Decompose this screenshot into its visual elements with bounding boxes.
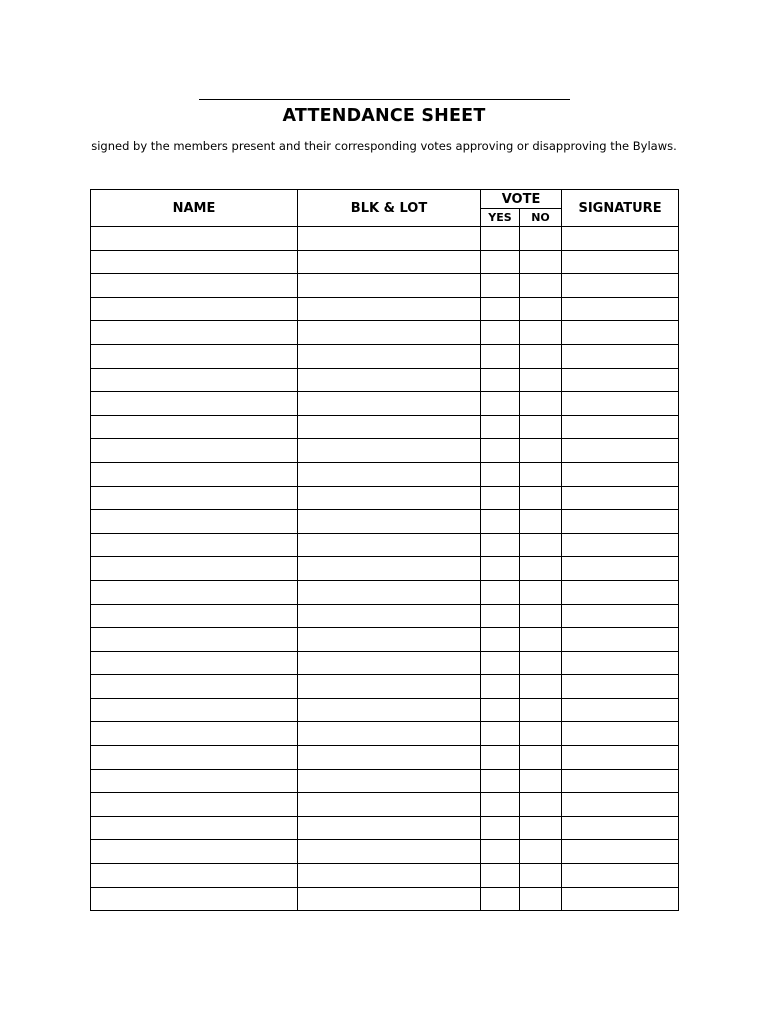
- blk-lot-cell[interactable]: [298, 864, 481, 888]
- vote-yes-cell[interactable]: [481, 510, 520, 534]
- header-blk-lot: BLK & LOT: [298, 190, 481, 227]
- signature-cell[interactable]: [562, 628, 679, 652]
- blk-lot-cell[interactable]: [298, 227, 481, 251]
- table-row: [91, 321, 679, 345]
- page-title: ATTENDANCE SHEET: [282, 106, 486, 126]
- signature-cell[interactable]: [562, 274, 679, 298]
- vote-yes-cell[interactable]: [481, 274, 520, 298]
- blk-lot-cell[interactable]: [298, 533, 481, 557]
- name-cell[interactable]: [91, 392, 298, 416]
- vote-yes-cell[interactable]: [481, 746, 520, 770]
- attendance-table: [90, 189, 679, 911]
- vote-no-cell[interactable]: [520, 604, 562, 628]
- vote-yes-cell[interactable]: [481, 698, 520, 722]
- vote-no-cell[interactable]: [520, 274, 562, 298]
- vote-yes-cell[interactable]: [481, 297, 520, 321]
- signature-cell[interactable]: [562, 297, 679, 321]
- name-cell[interactable]: [91, 604, 298, 628]
- table-row: [91, 840, 679, 864]
- vote-no-cell[interactable]: [520, 344, 562, 368]
- blk-lot-cell[interactable]: [298, 816, 481, 840]
- blk-lot-cell[interactable]: [298, 746, 481, 770]
- signature-cell[interactable]: [562, 415, 679, 439]
- signature-cell[interactable]: [562, 675, 679, 699]
- table-row: [91, 250, 679, 274]
- vote-no-cell[interactable]: [520, 793, 562, 817]
- blk-lot-cell[interactable]: [298, 887, 481, 911]
- name-cell[interactable]: [91, 368, 298, 392]
- vote-yes-cell[interactable]: [481, 769, 520, 793]
- table-row: [91, 274, 679, 298]
- blk-lot-cell[interactable]: [298, 510, 481, 534]
- blk-lot-cell[interactable]: [298, 344, 481, 368]
- table-row: [91, 368, 679, 392]
- table-row: [91, 462, 679, 486]
- vote-yes-cell[interactable]: [481, 392, 520, 416]
- table-row: [91, 628, 679, 652]
- signature-cell[interactable]: [562, 439, 679, 463]
- vote-yes-cell[interactable]: [481, 651, 520, 675]
- vote-no-cell[interactable]: [520, 816, 562, 840]
- vote-no-cell[interactable]: [520, 840, 562, 864]
- table-row: [91, 227, 679, 251]
- table-row: [91, 415, 679, 439]
- header-vote: VOTE: [481, 190, 562, 209]
- table-row: [91, 722, 679, 746]
- table-row: [91, 604, 679, 628]
- signature-cell[interactable]: [562, 533, 679, 557]
- vote-yes-cell[interactable]: [481, 415, 520, 439]
- table-row: [91, 533, 679, 557]
- blk-lot-cell[interactable]: [298, 793, 481, 817]
- vote-no-cell[interactable]: [520, 321, 562, 345]
- name-cell[interactable]: [91, 628, 298, 652]
- signature-cell[interactable]: [562, 840, 679, 864]
- vote-yes-cell[interactable]: [481, 887, 520, 911]
- vote-no-cell[interactable]: [520, 392, 562, 416]
- vote-no-cell[interactable]: [520, 486, 562, 510]
- blk-lot-cell[interactable]: [298, 392, 481, 416]
- blk-lot-cell[interactable]: [298, 651, 481, 675]
- vote-no-cell[interactable]: [520, 651, 562, 675]
- name-cell[interactable]: [91, 722, 298, 746]
- name-cell[interactable]: [91, 887, 298, 911]
- vote-no-cell[interactable]: [520, 533, 562, 557]
- name-cell[interactable]: [91, 793, 298, 817]
- name-cell[interactable]: [91, 344, 298, 368]
- name-cell[interactable]: [91, 486, 298, 510]
- vote-no-cell[interactable]: [520, 722, 562, 746]
- name-cell[interactable]: [91, 227, 298, 251]
- vote-no-cell[interactable]: [520, 580, 562, 604]
- name-cell[interactable]: [91, 274, 298, 298]
- name-cell[interactable]: [91, 816, 298, 840]
- vote-no-cell[interactable]: [520, 864, 562, 888]
- title-blank-line: [199, 99, 570, 100]
- vote-yes-cell[interactable]: [481, 533, 520, 557]
- blk-lot-cell[interactable]: [298, 628, 481, 652]
- blk-lot-cell[interactable]: [298, 675, 481, 699]
- vote-yes-cell[interactable]: [481, 462, 520, 486]
- header-vote-no: NO: [520, 209, 562, 227]
- name-cell[interactable]: [91, 415, 298, 439]
- name-cell[interactable]: [91, 769, 298, 793]
- name-cell[interactable]: [91, 651, 298, 675]
- blk-lot-cell[interactable]: [298, 486, 481, 510]
- name-cell[interactable]: [91, 864, 298, 888]
- vote-no-cell[interactable]: [520, 439, 562, 463]
- table-row: [91, 344, 679, 368]
- table-row: [91, 510, 679, 534]
- vote-yes-cell[interactable]: [481, 793, 520, 817]
- vote-yes-cell[interactable]: [481, 816, 520, 840]
- signature-cell[interactable]: [562, 486, 679, 510]
- vote-no-cell[interactable]: [520, 698, 562, 722]
- table-row: [91, 746, 679, 770]
- name-cell[interactable]: [91, 321, 298, 345]
- name-cell[interactable]: [91, 250, 298, 274]
- name-cell[interactable]: [91, 297, 298, 321]
- vote-no-cell[interactable]: [520, 628, 562, 652]
- signature-cell[interactable]: [562, 510, 679, 534]
- table-row: [91, 297, 679, 321]
- blk-lot-cell[interactable]: [298, 368, 481, 392]
- vote-no-cell[interactable]: [520, 297, 562, 321]
- table-row: [91, 392, 679, 416]
- vote-no-cell[interactable]: [520, 227, 562, 251]
- vote-no-cell[interactable]: [520, 746, 562, 770]
- vote-yes-cell[interactable]: [481, 227, 520, 251]
- vote-no-cell[interactable]: [520, 415, 562, 439]
- blk-lot-cell[interactable]: [298, 415, 481, 439]
- vote-yes-cell[interactable]: [481, 250, 520, 274]
- signature-cell[interactable]: [562, 793, 679, 817]
- table-row: [91, 651, 679, 675]
- signature-cell[interactable]: [562, 344, 679, 368]
- signature-cell[interactable]: [562, 887, 679, 911]
- table-row: [91, 887, 679, 911]
- vote-yes-cell[interactable]: [481, 628, 520, 652]
- signature-cell[interactable]: [562, 557, 679, 581]
- vote-yes-cell[interactable]: [481, 344, 520, 368]
- vote-yes-cell[interactable]: [481, 604, 520, 628]
- name-cell[interactable]: [91, 510, 298, 534]
- table-body: [91, 227, 679, 911]
- blk-lot-cell[interactable]: [298, 462, 481, 486]
- table-row: [91, 864, 679, 888]
- table-row: [91, 698, 679, 722]
- name-cell[interactable]: [91, 746, 298, 770]
- table-row: [91, 486, 679, 510]
- vote-yes-cell[interactable]: [481, 557, 520, 581]
- signature-cell[interactable]: [562, 864, 679, 888]
- blk-lot-cell[interactable]: [298, 274, 481, 298]
- vote-no-cell[interactable]: [520, 462, 562, 486]
- name-cell[interactable]: [91, 698, 298, 722]
- name-cell[interactable]: [91, 840, 298, 864]
- signature-cell[interactable]: [562, 816, 679, 840]
- vote-no-cell[interactable]: [520, 769, 562, 793]
- blk-lot-cell[interactable]: [298, 769, 481, 793]
- signature-cell[interactable]: [562, 368, 679, 392]
- name-cell[interactable]: [91, 675, 298, 699]
- blk-lot-cell[interactable]: [298, 439, 481, 463]
- table-row: [91, 557, 679, 581]
- header-name: NAME: [91, 190, 298, 227]
- signature-cell[interactable]: [562, 227, 679, 251]
- table-row: [91, 769, 679, 793]
- table-row: [91, 793, 679, 817]
- blk-lot-cell[interactable]: [298, 580, 481, 604]
- table-row: [91, 439, 679, 463]
- signature-cell[interactable]: [562, 462, 679, 486]
- blk-lot-cell[interactable]: [298, 722, 481, 746]
- vote-no-cell[interactable]: [520, 675, 562, 699]
- vote-yes-cell[interactable]: [481, 864, 520, 888]
- signature-cell[interactable]: [562, 651, 679, 675]
- blk-lot-cell[interactable]: [298, 297, 481, 321]
- blk-lot-cell[interactable]: [298, 840, 481, 864]
- vote-no-cell[interactable]: [520, 887, 562, 911]
- name-cell[interactable]: [91, 580, 298, 604]
- page-subtitle: signed by the members present and their corresponding votes approving or disapproving the Bylaws.: [91, 139, 677, 153]
- vote-yes-cell[interactable]: [481, 840, 520, 864]
- vote-yes-cell[interactable]: [481, 722, 520, 746]
- vote-no-cell[interactable]: [520, 557, 562, 581]
- blk-lot-cell[interactable]: [298, 321, 481, 345]
- signature-cell[interactable]: [562, 604, 679, 628]
- blk-lot-cell[interactable]: [298, 604, 481, 628]
- vote-yes-cell[interactable]: [481, 486, 520, 510]
- vote-no-cell[interactable]: [520, 250, 562, 274]
- name-cell[interactable]: [91, 557, 298, 581]
- blk-lot-cell[interactable]: [298, 698, 481, 722]
- name-cell[interactable]: [91, 462, 298, 486]
- vote-no-cell[interactable]: [520, 510, 562, 534]
- signature-cell[interactable]: [562, 392, 679, 416]
- table-row: [91, 816, 679, 840]
- signature-cell[interactable]: [562, 250, 679, 274]
- signature-cell[interactable]: [562, 698, 679, 722]
- vote-yes-cell[interactable]: [481, 368, 520, 392]
- vote-yes-cell[interactable]: [481, 439, 520, 463]
- blk-lot-cell[interactable]: [298, 557, 481, 581]
- signature-cell[interactable]: [562, 722, 679, 746]
- vote-yes-cell[interactable]: [481, 580, 520, 604]
- signature-cell[interactable]: [562, 580, 679, 604]
- name-cell[interactable]: [91, 439, 298, 463]
- header-signature: SIGNATURE: [562, 190, 679, 227]
- vote-yes-cell[interactable]: [481, 321, 520, 345]
- signature-cell[interactable]: [562, 321, 679, 345]
- signature-cell[interactable]: [562, 746, 679, 770]
- table-row: [91, 675, 679, 699]
- signature-cell[interactable]: [562, 769, 679, 793]
- vote-no-cell[interactable]: [520, 368, 562, 392]
- blk-lot-cell[interactable]: [298, 250, 481, 274]
- table-header-row: [91, 190, 679, 209]
- table-row: [91, 580, 679, 604]
- header-vote-yes: YES: [481, 209, 520, 227]
- vote-yes-cell[interactable]: [481, 675, 520, 699]
- name-cell[interactable]: [91, 533, 298, 557]
